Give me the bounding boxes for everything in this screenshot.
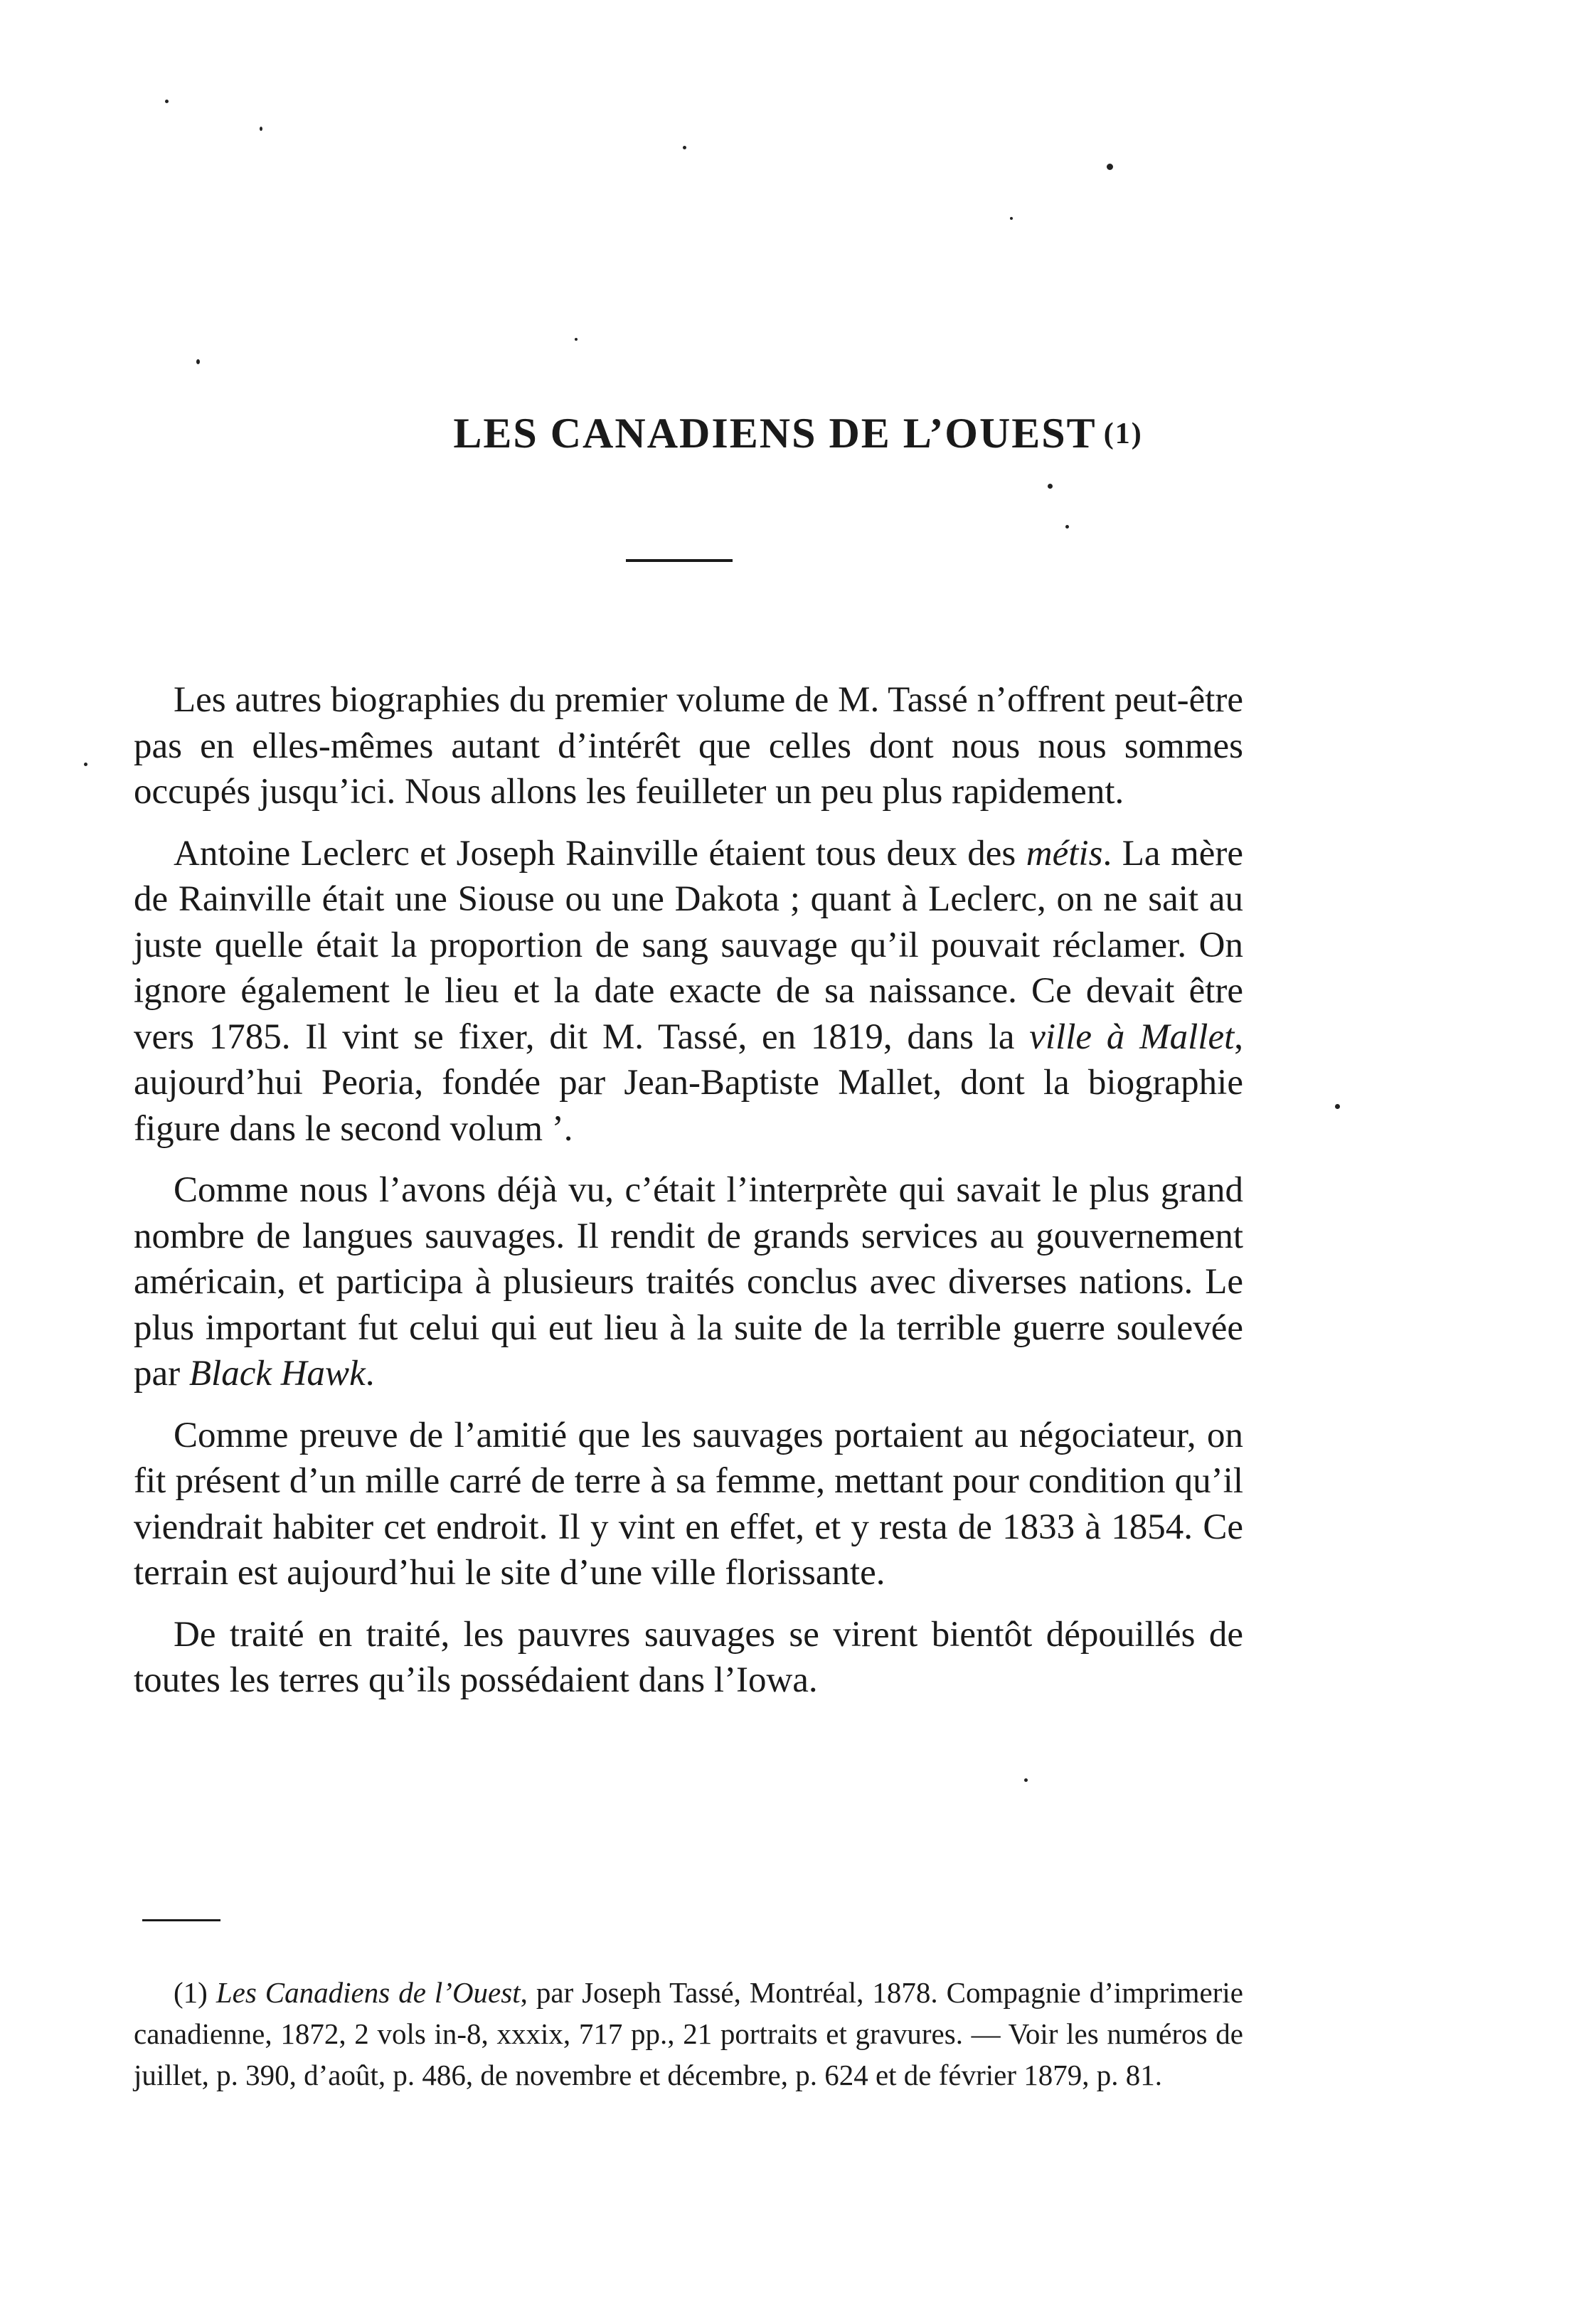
paragraph-text: Les autres biographies du premier volume de M. Tassé n’offrent peut-être pas en elles-mêmes autant d’intérêt que celles dont nous nous sommes occupés jusqu’ici. Nous allons les feuilleter un peu plus rapidement. bbox=[134, 680, 1243, 812]
scan-speck bbox=[683, 146, 686, 149]
footnote-text bbox=[134, 1972, 1243, 2096]
paragraph-2 bbox=[134, 831, 1243, 1152]
paragraph-text: De traité en traité, les pauvres sauvages se virent bientôt dépouillés de toutes les terres qu’ils possédaient dans l’Iowa. bbox=[134, 1614, 1243, 1700]
chapter-title-text: LES CANADIENS DE L’OUEST bbox=[453, 410, 1097, 457]
italic-term: métis bbox=[1026, 833, 1103, 874]
scan-speck bbox=[196, 359, 200, 364]
paragraph-4 bbox=[134, 1413, 1243, 1596]
footnote-marker: (1) bbox=[174, 1976, 216, 2009]
scan-speck bbox=[1065, 525, 1069, 529]
body-text bbox=[134, 677, 1243, 1719]
scan-speck bbox=[1010, 217, 1013, 220]
italic-person-name: Black Hawk bbox=[188, 1354, 366, 1394]
paragraph-text: . bbox=[365, 1354, 375, 1394]
footnote-reference: (1) bbox=[1103, 418, 1143, 451]
paragraph-text: Comme preuve de l’amitié que les sauvages portaient au négociateur, on fit présent d’un mille carré de terre à sa femme, mettant pour condition qu’il viendrait habiter cet endroit. Il y vint en effet, et y resta de 1833 à 1854. Ce terrain est aujourd’hui le site d’une ville florissante. bbox=[134, 1415, 1243, 1593]
paragraph-text: Antoine Leclerc et Joseph Rainville étaient tous deux des bbox=[174, 833, 1026, 874]
scan-speck bbox=[1107, 164, 1113, 170]
paragraph-text: , aujourd’hui Peoria, fondée par Jean-Baptiste Mallet, dont la biographie figure dans le second volum ’. bbox=[134, 1017, 1243, 1149]
scan-speck bbox=[1335, 1104, 1340, 1109]
scan-speck bbox=[1024, 1778, 1028, 1782]
paragraph-text: . La mère de Rainville était une Siouse ou une Dakota ; quant à Leclerc, on ne sait au juste quelle était la proportion de sang sauvage qu’il pouvait réclamer. On ignore également le lieu et la date exacte de sa naissance. Ce devait être vers 1785. Il vint se fixer, dit M. Tassé, en 1819, dans la bbox=[134, 833, 1244, 1057]
chapter-title bbox=[0, 409, 1596, 458]
paragraph-text: Comme nous l’avons déjà vu, c’était l’interprète qui savait le plus grand nombre de langues sauvages. Il rendit de grands services au gouvernement américain, et participa à plusieurs traités conclus avec diverses nations. Le plus important fut celui qui eut lieu à la suite de la terrible guerre soulevée par bbox=[134, 1170, 1243, 1394]
footnote-book-title: Les Canadiens de l’Ouest bbox=[216, 1976, 521, 2009]
paragraph-5 bbox=[134, 1612, 1243, 1704]
footnote bbox=[134, 1972, 1243, 2096]
scan-speck bbox=[260, 127, 262, 131]
title-divider bbox=[626, 559, 733, 562]
scan-speck bbox=[165, 100, 169, 103]
paragraph-1 bbox=[134, 677, 1243, 815]
paragraph-3 bbox=[134, 1167, 1243, 1397]
footnote-body: , par Joseph Tassé, Montréal, 1878. Compagnie d’imprimerie canadienne, 1872, 2 vols in-8, xxxix, 717 pp., 21 portraits et gravures. — Voir les numéros de juillet, p. 390, d’août, p. 486, de novembre et décembre, p. 624 et de février 1879, p. 81. bbox=[134, 1976, 1243, 2091]
scan-speck bbox=[1048, 484, 1053, 489]
footnote-divider bbox=[142, 1919, 220, 1921]
scan-speck bbox=[84, 763, 87, 766]
scan-speck bbox=[575, 338, 578, 341]
italic-place-name: ville à Mallet bbox=[1029, 1017, 1235, 1057]
